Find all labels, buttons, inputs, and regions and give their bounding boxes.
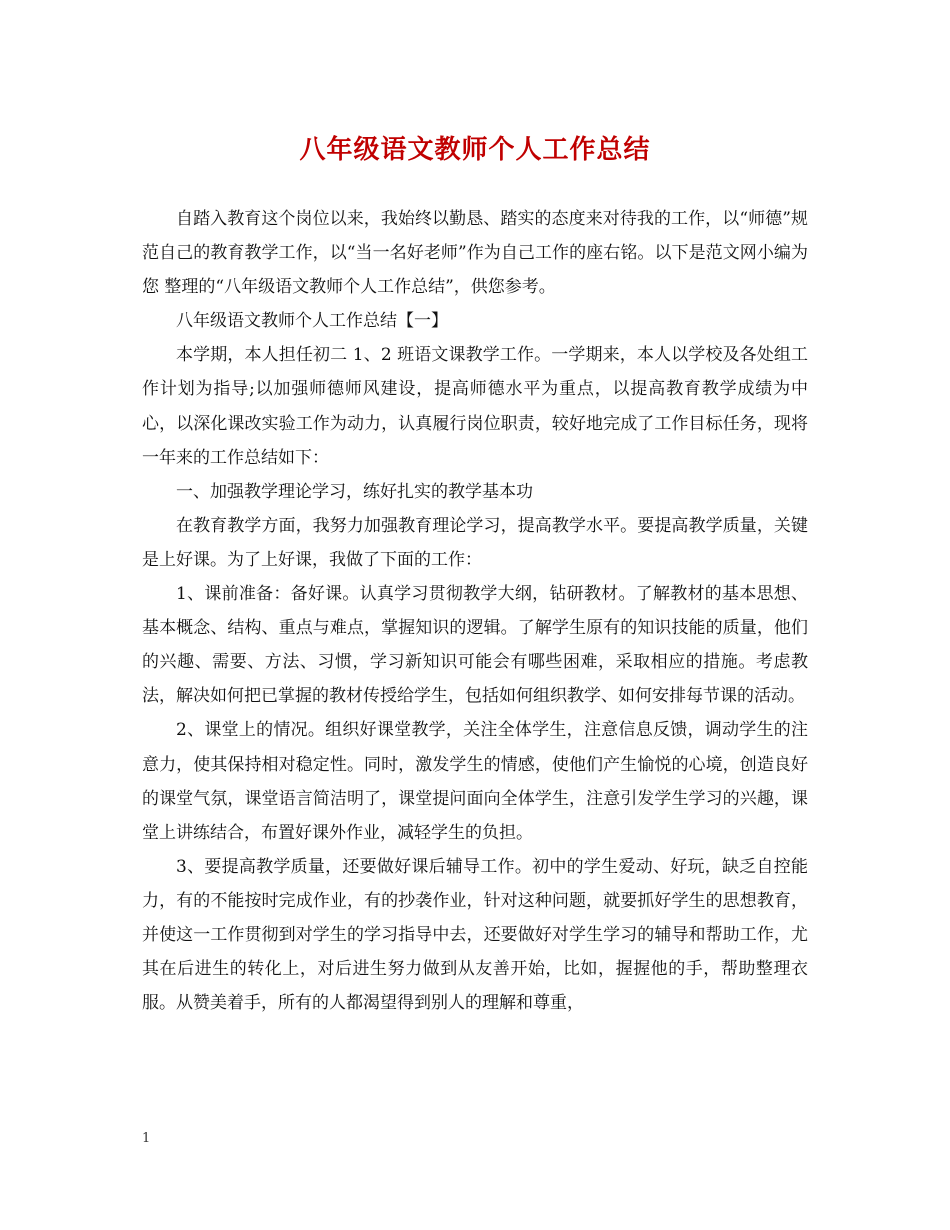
paragraph-intro: 自踏入教育这个岗位以来，我始终以勤恳、踏实的态度来对待我的工作，以“师德”规范自己的教育教学工作，以“当一名好老师”作为自己工作的座右铭。以下是范文网小编为您 整理的“八年级语文教师个人工作总结”，供您参考。 (142, 209, 808, 298)
paragraph-overview: 本学期，本人担任初二 1、2 班语文课教学工作。一学期来，本人以学校及各处组工作计划为指导;以加强师德师风建设，提高师德水平为重点，以提高教育教学成绩为中心，以深化课改实验工作为动力，认真履行岗位职责，较好地完成了工作目标任务，现将一年来的工作总结如下： (142, 345, 808, 468)
paragraph-after-class-tutoring: 3、要提高教学质量，还要做好课后辅导工作。初中的学生爱动、好玩，缺乏自控能力，有的不能按时完成作业，有的抄袭作业，针对这种问题，就要抓好学生的思想教育，并使这一工作贯彻到对学生的学习指导中去，还要做好对学生学习的辅导和帮助工作，尤其在后进生的转化上，对后进生努力做到从友善开始，比如，握握他的手，帮助整理衣服。从赞美着手，所有的人都渴望得到别人的理解和尊重， (142, 856, 808, 1014)
document-title: 八年级语文教师个人工作总结 (299, 135, 651, 165)
page-number: 1 (142, 1131, 151, 1146)
paragraph-teaching-quality: 在教育教学方面，我努力加强教育理论学习，提高教学水平。要提高教学质量，关键是上好课。为了上好课，我做了下面的工作： (142, 515, 808, 570)
section-heading-theory-study: 一、加强教学理论学习，练好扎实的教学基本功 (176, 481, 533, 502)
paragraph-lesson-preparation: 1、课前准备：备好课。认真学习贯彻教学大纲，钻研教材。了解教材的基本思想、基本概念、结构、重点与难点，掌握知识的逻辑。了解学生原有的知识技能的质量，他们的兴趣、需要、方法、习惯，学习新知识可能会有哪些困难，采取相应的措施。考虑教法，解决如何把已掌握的教材传授给学生，包括如何组织教学、如何安排每节课的活动。 (142, 584, 808, 707)
paragraph-classroom: 2、课堂上的情况。组织好课堂教学，关注全体学生，注意信息反馈，调动学生的注意力，使其保持相对稳定性。同时，激发学生的情感，使他们产生愉悦的心境，创造良好的课堂气氛，课堂语言简洁明了，课堂提问面向全体学生，注意引发学生学习的兴趣，课堂上讲练结合，布置好课外作业，减轻学生的负担。 (142, 720, 808, 843)
document-body (142, 202, 808, 1020)
section-heading-part-one: 八年级语文教师个人工作总结【一】 (176, 311, 448, 332)
